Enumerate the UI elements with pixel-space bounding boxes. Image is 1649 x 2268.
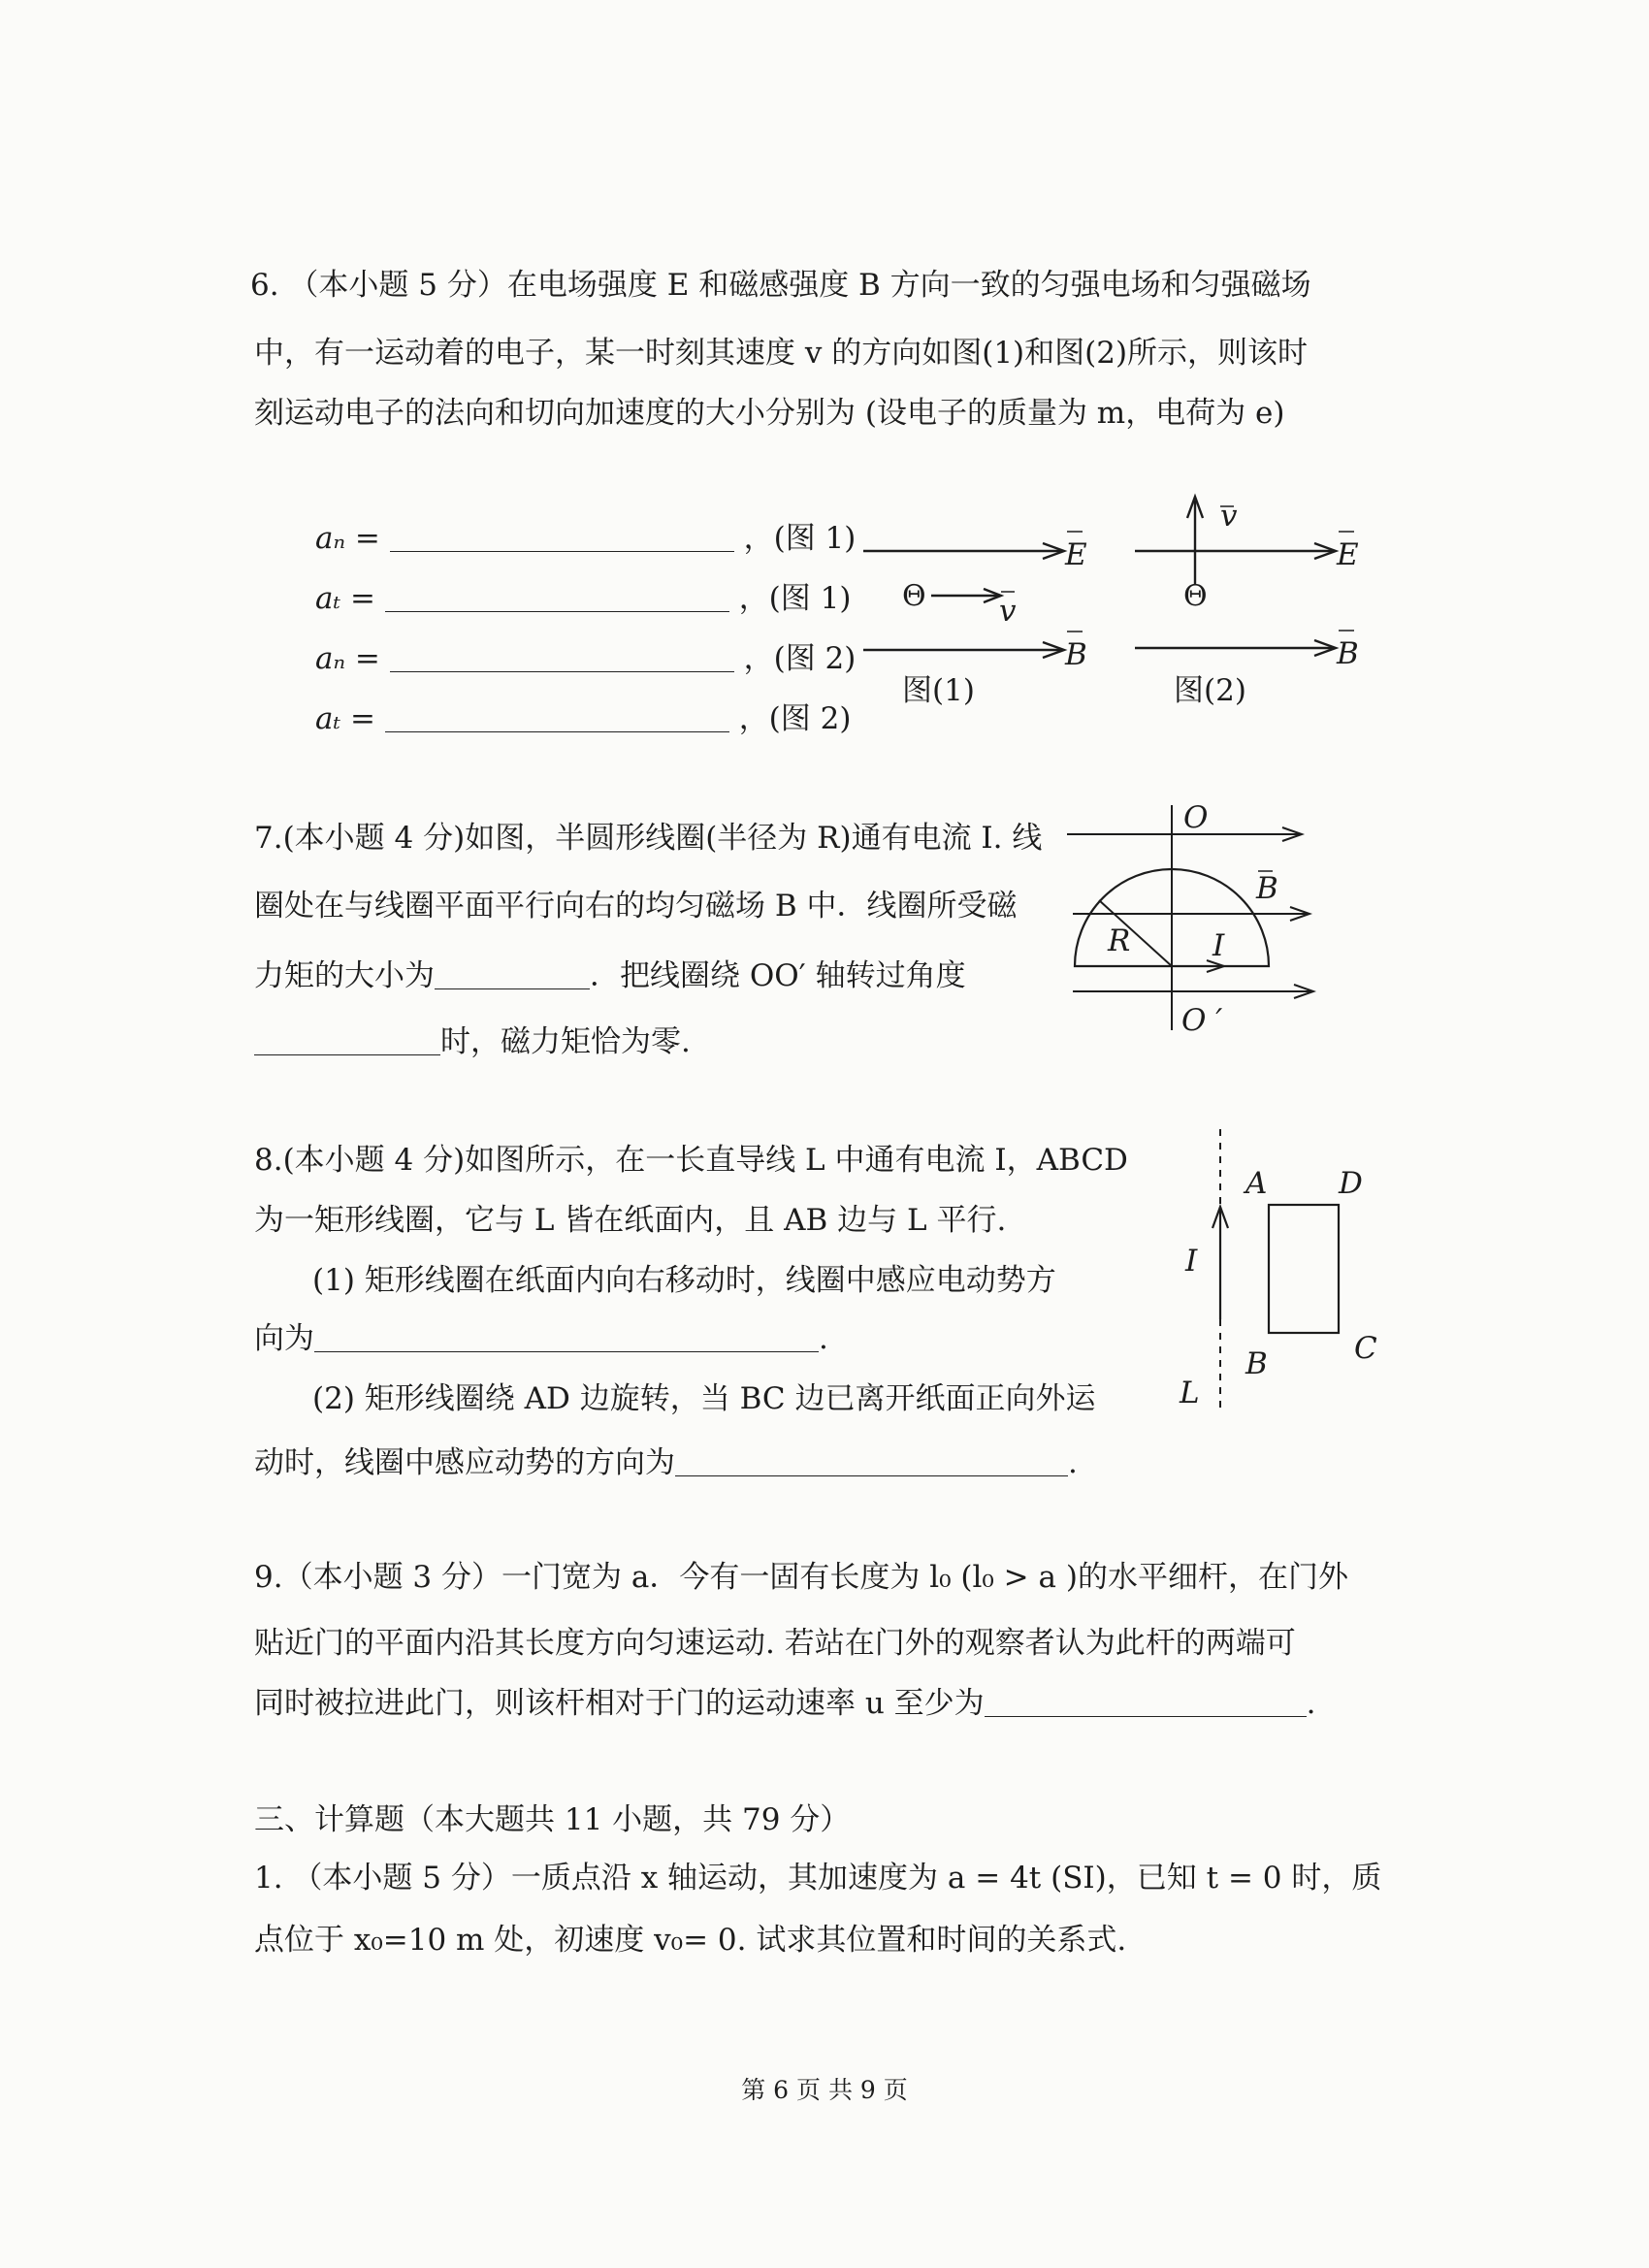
q8-line-4 xyxy=(254,1321,828,1356)
fig1-label-b: B xyxy=(1065,637,1087,672)
q8-label-c: C xyxy=(1354,1331,1377,1366)
q8-line-6-prefix: 动时，线圈中感应动势的方向为 xyxy=(254,1445,675,1480)
q9-line-2: 贴近门的平面内沿其长度方向匀速运动. 若站在门外的观察者认为此杆的两端可 xyxy=(254,1626,1296,1661)
q8-rect-coil xyxy=(1269,1205,1339,1333)
q7-line-1: 7.(本小题 4 分)如图，半圆形线圈(半径为 R)通有电流 I. 线 xyxy=(254,821,1043,856)
q7-torque-blank[interactable] xyxy=(435,959,590,989)
q6-blank-row-3 xyxy=(315,641,856,676)
q8-label-d: D xyxy=(1339,1166,1363,1201)
fig1-label-e: E xyxy=(1065,537,1087,572)
q7-line-3 xyxy=(254,958,966,993)
q6-blank-suffix: ，(图 1) xyxy=(743,521,857,556)
q6-figure-2 xyxy=(1125,485,1377,718)
q7-line-2: 圈处在与线圈平面平行向右的均匀磁场 B 中．线圈所受磁 xyxy=(254,889,1018,923)
q9-line-3-prefix: 同时被拉进此门，则该杆相对于门的运动速率 u 至少为 xyxy=(254,1686,985,1721)
q6-blank-row-4 xyxy=(315,701,851,736)
q6-line-3: 刻运动电子的法向和切向加速度的大小分别为 (设电子的质量为 m，电荷为 e) xyxy=(254,396,1285,431)
q6-blank-label: aₜ = xyxy=(315,701,375,736)
q6-blank-label: aₙ = xyxy=(315,521,380,556)
q6-blank-row-1 xyxy=(315,521,856,556)
q8-period: . xyxy=(819,1321,828,1356)
q6-figure-1 xyxy=(854,514,1106,718)
q8-line-3: (1) 矩形线圈在纸面内向右移动时，线圈中感应电动势方 xyxy=(312,1263,1056,1298)
fig1-caption: 图(1) xyxy=(902,673,975,708)
q6-line-1: 6. （本小题 5 分）在电场强度 E 和磁感强度 B 方向一致的匀强电场和匀强磁场 xyxy=(250,268,1311,303)
q6-line-2: 中，有一运动着的电子，某一时刻其速度 v 的方向如图(1)和图(2)所示，则该时 xyxy=(254,336,1309,371)
q8-line-6 xyxy=(254,1445,1078,1480)
section-3-heading: 三、计算题（本大题共 11 小题，共 79 分） xyxy=(254,1802,851,1837)
q8-line-4-prefix: 向为 xyxy=(254,1321,314,1356)
q8-line-2: 为一矩形线圈，它与 L 皆在纸面内，且 AB 边与 L 平行. xyxy=(254,1203,1007,1238)
fig2-caption: 图(2) xyxy=(1174,673,1246,708)
q8-label-l: L xyxy=(1180,1376,1200,1410)
q9-line-3 xyxy=(254,1686,1316,1721)
q7-label-o: O xyxy=(1183,805,1209,835)
q9-period: . xyxy=(1306,1686,1316,1721)
section-3-q1-line-2: 点位于 x₀=10 m 处，初速度 v₀= 0. 试求其位置和时间的关系式. xyxy=(254,1923,1127,1958)
q7-line-3-prefix: 力矩的大小为 xyxy=(254,958,435,993)
q8-label-b: B xyxy=(1245,1346,1268,1381)
fig2-electron-icon: Θ xyxy=(1183,579,1208,613)
q8-label-a: A xyxy=(1245,1166,1268,1201)
q7-line-4 xyxy=(254,1024,691,1059)
q6-answer-blank-1[interactable] xyxy=(390,522,734,552)
q6-answer-blank-2[interactable] xyxy=(385,582,729,612)
q8-line-1: 8.(本小题 4 分)如图所示，在一长直导线 L 中通有电流 I，ABCD xyxy=(254,1143,1128,1178)
q7-angle-blank[interactable] xyxy=(254,1025,440,1055)
q7-label-b: B xyxy=(1256,871,1278,906)
fig2-label-b: B xyxy=(1337,636,1359,671)
q6-blank-suffix: ，(图 2) xyxy=(738,701,852,736)
q6-blank-label: aₙ = xyxy=(315,641,380,676)
q7-line-3-suffix: ．把线圈绕 OO′ 轴转过角度 xyxy=(590,958,966,993)
q9-line-1: 9.（本小题 3 分）一门宽为 a．今有一固有长度为 l₀ (l₀ > a )的水平细杆，在门外 xyxy=(254,1560,1348,1595)
section-3-q1-line-1: 1. （本小题 5 分）一质点沿 x 轴运动，其加速度为 a = 4t (SI)，已知 t = 0 时，质 xyxy=(254,1861,1382,1895)
q7-line-4-suffix: 时，磁力矩恰为零. xyxy=(440,1024,691,1059)
fig2-label-v: v xyxy=(1220,499,1238,534)
q7-label-o-prime: O ′ xyxy=(1181,1003,1223,1038)
page-footer: 第 6 页 共 9 页 xyxy=(741,2076,908,2104)
fig1-electron-icon: Θ xyxy=(902,579,926,613)
q8-label-i: I xyxy=(1185,1244,1198,1279)
q6-blank-suffix: ，(图 2) xyxy=(743,641,857,676)
q6-answer-blank-4[interactable] xyxy=(385,702,729,732)
q9-speed-blank[interactable] xyxy=(985,1687,1307,1717)
q8-figure xyxy=(1164,1125,1397,1416)
q6-blank-suffix: ，(图 1) xyxy=(738,581,852,616)
q7-label-i: I xyxy=(1212,928,1225,963)
q8-period: . xyxy=(1068,1445,1078,1480)
q8-direction-blank-1[interactable] xyxy=(314,1322,819,1352)
fig2-label-e: E xyxy=(1337,537,1359,572)
q7-figure xyxy=(1057,805,1339,1038)
q6-blank-row-2 xyxy=(315,581,851,616)
q7-label-r: R xyxy=(1108,923,1131,958)
q8-line-5: (2) 矩形线圈绕 AD 边旋转，当 BC 边已离开纸面正向外运 xyxy=(312,1381,1096,1416)
q6-blank-label: aₜ = xyxy=(315,581,375,616)
q8-direction-blank-2[interactable] xyxy=(675,1446,1068,1476)
q6-answer-blank-3[interactable] xyxy=(390,642,734,672)
fig1-label-v: v xyxy=(999,594,1017,629)
